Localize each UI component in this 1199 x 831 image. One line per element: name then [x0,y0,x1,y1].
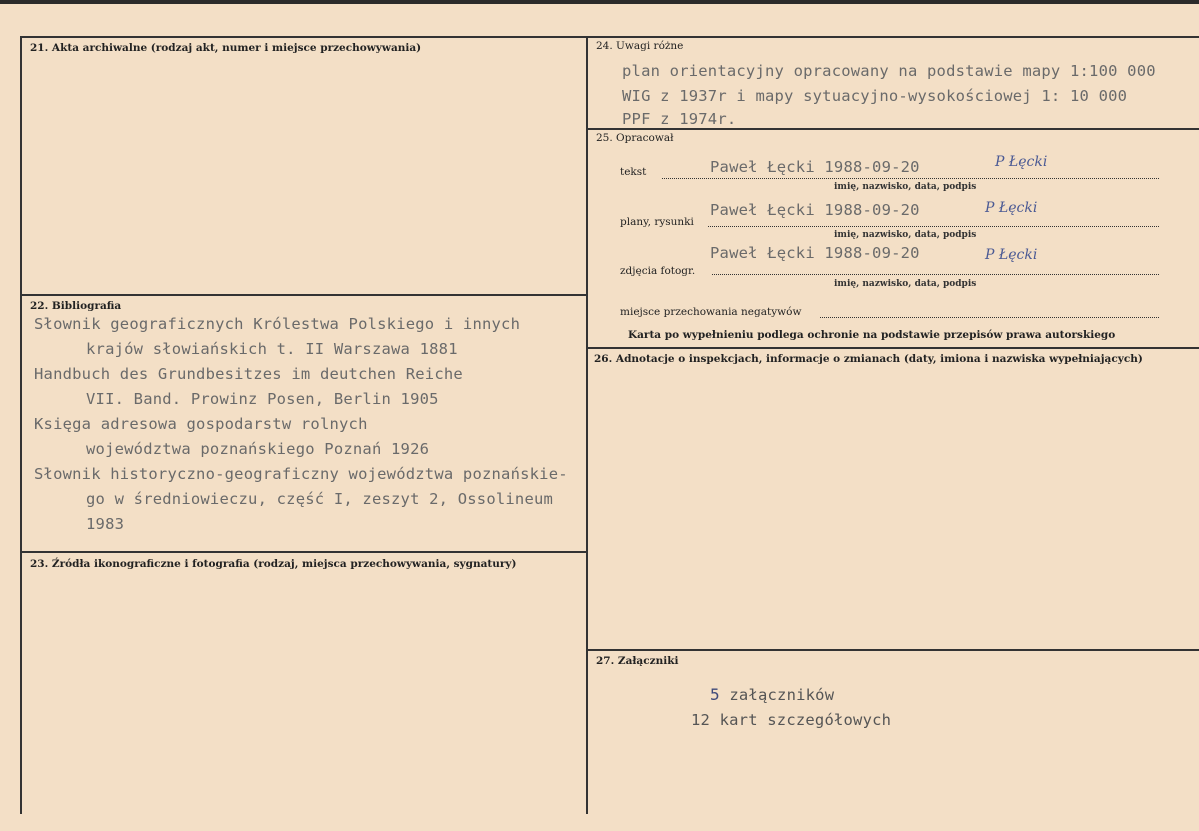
section-26-title: 26. Adnotacje o inspekcjach, informacje o zmianach (daty, imiona i nazwiska wypełniających) [594,353,1143,365]
section-22-title: 22. Bibliografia [30,300,122,312]
bibliography-line: Słownik historyczno-geograficzny województwa poznańskie- [34,465,568,483]
text-author-caption: imię, nazwisko, data, podpis [834,182,977,192]
section-23-title: 23. Źródła ikonograficzne i fotografia (rodzaj, miejsca przechowywania, sygnatury) [30,558,517,570]
section-21-title: 21. Akta archiwalne (rodzaj akt, numer i miejsce przechowywania) [30,42,422,54]
section-27-title: 27. Załączniki [596,655,679,667]
divider-22-23 [20,551,586,553]
drawings-author-line [708,226,1159,227]
drawings-author-value: Paweł Łęcki 1988-09-20 [710,201,920,219]
photos-author-value: Paweł Łęcki 1988-09-20 [710,244,920,262]
registration-card [0,4,1199,831]
text-author-line [662,178,1159,179]
divider-24-25 [588,128,1199,130]
photos-author-line [712,274,1159,275]
divider-21-22 [20,294,586,296]
divider-26-27 [588,649,1199,651]
attachments-label: załączników [729,686,835,704]
remarks-line: plan orientacyjny opracowany na podstawie mapy 1:100 000 [622,62,1156,80]
text-author-value: Paweł Łęcki 1988-09-20 [710,158,920,176]
remarks-line: PPF z 1974r. [622,110,737,128]
bibliography-line: VII. Band. Prowinz Posen, Berlin 1905 [86,390,439,408]
photos-author-label: zdjęcia fotogr. [620,265,696,277]
photos-author-signature: P Łęcki [985,247,1038,263]
drawings-author-label: plany, rysunki [620,216,694,228]
bibliography-line: Handbuch des Grundbesitzes im deutchen Reiche [34,365,463,383]
attachments-line-2: 12 kart szczegółowych [691,711,892,729]
bibliography-line: Słownik geograficznych Królestwa Polskiego i innych [34,315,521,333]
attachments-line-1 [710,685,834,704]
bibliography-line: województwa poznańskiego Poznań 1926 [86,440,430,458]
left-border [20,36,22,814]
negatives-line [820,317,1159,318]
drawings-author-signature: P Łęcki [985,200,1038,216]
bibliography-line: 1983 [86,515,125,533]
section-24-title: 24. Uwagi różne [596,40,684,52]
copyright-notice: Karta po wypełnieniu podlega ochronie na podstawie przepisów prawa autorskiego [628,329,1116,341]
text-author-signature: P Łęcki [995,154,1048,170]
bibliography-line: krajów słowiańskich t. II Warszawa 1881 [86,340,458,358]
divider-25-26 [588,347,1199,349]
attachments-count: 5 [710,685,720,704]
bibliography-line: Księga adresowa gospodarstw rolnych [34,415,368,433]
center-divider [586,36,588,814]
drawings-author-caption: imię, nazwisko, data, podpis [834,230,977,240]
remarks-line: WIG z 1937r i mapy sytuacyjno-wysokościowej 1: 10 000 [622,87,1128,105]
negatives-label: miejsce przechowania negatywów [620,306,802,318]
text-author-label: tekst [620,166,647,178]
bibliography-line: go w średniowieczu, część I, zeszyt 2, Ossolineum [86,490,554,508]
photos-author-caption: imię, nazwisko, data, podpis [834,279,977,289]
top-border [20,36,1199,38]
section-25-title: 25. Opracował [596,132,674,144]
